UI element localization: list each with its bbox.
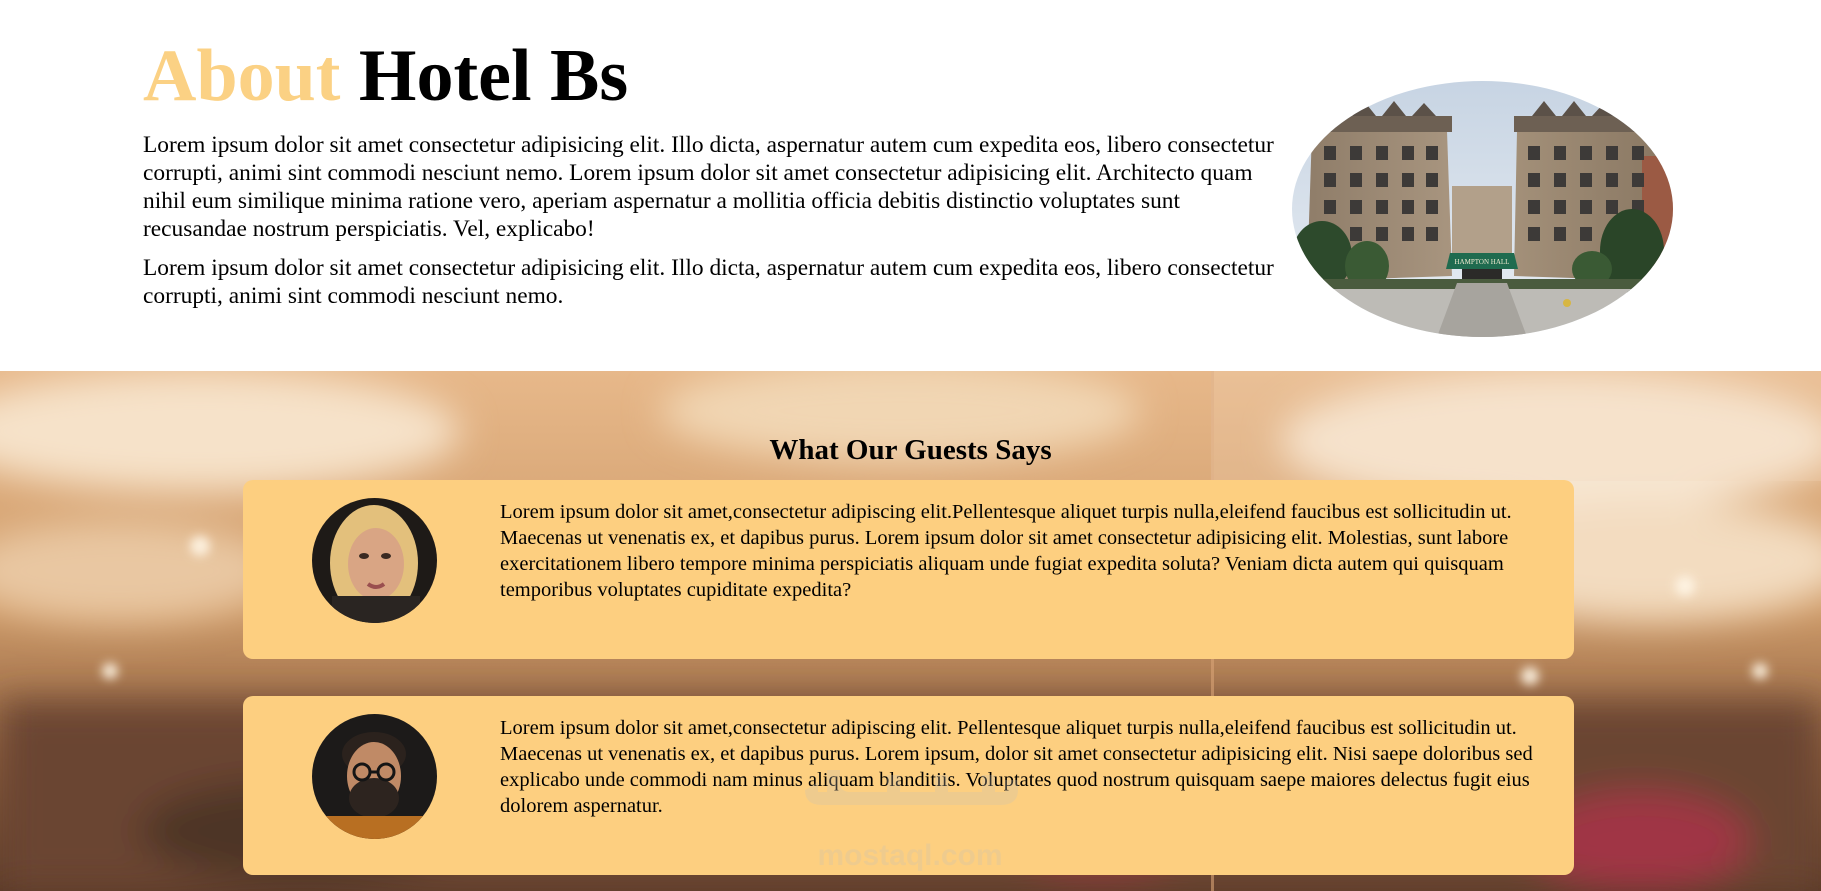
testimonial-text: Lorem ipsum dolor sit amet,consectetur adipiscing elit.Pellentesque aliquet turpis nulla,eleifend faucibus est sollicitudin ut. Maecenas ut venenatis ex, et dapibus purus. Lorem ipsum dolor sit amet consectetur adipisicing elit. Molestias, sunt labore exercitationem libero tempore minima perspiciatis aliquam unde fugiat expedita soluta? Veniam dicta autem qui quisquam temporibus voluptates cupiditate expedita? [500, 501, 1512, 601]
about-title-rest: Hotel Bs [358, 35, 629, 117]
watermark-text: mostaql.com [817, 839, 1003, 872]
testimonial-text: Lorem ipsum dolor sit amet,consectetur adipiscing elit. Pellentesque aliquet turpis nulla,eleifend faucibus est sollicitudin ut. Maecenas ut venenatis ex, et dapibus purus. Lorem ipsum, dolor sit amet consectetur adipisicing elit. Nisi saepe doloribus sed explicabo unde commodi nam minus aliquam blanditiis. Voluptates quod nostrum quisquam saepe maiores delectus fugit eius dolorem aspernatur. [500, 717, 1533, 817]
hotel-sign-text: HAMPTON HALL [1454, 258, 1510, 266]
testimonials-title: What Our Guests Says [769, 434, 1052, 466]
testimonial-card [243, 480, 1574, 659]
about-text [143, 131, 1283, 321]
about-title [143, 30, 628, 122]
testimonials-section [0, 371, 1821, 891]
guest-avatar [312, 714, 437, 839]
testimonial-card [243, 696, 1574, 875]
about-section [0, 0, 1821, 371]
guest-avatar [312, 498, 437, 623]
hotel-photo [1292, 81, 1673, 337]
about-title-accent: About [143, 35, 341, 117]
about-paragraph-2: Lorem ipsum dolor sit amet consectetur adipisicing elit. Illo dicta, aspernatur autem cum expedita eos, libero consectetur corrupti, animi sint commodi nesciunt nemo. [143, 255, 1274, 309]
about-paragraph-1: Lorem ipsum dolor sit amet consectetur adipisicing elit. Illo dicta, aspernatur autem cum expedita eos, libero consectetur corrupti, animi sint commodi nesciunt nemo. Lorem ipsum dolor sit amet consectetur adipisicing elit. Architecto quam nihil eum similique minima ratione vero, aperiam aspernatur a mollitia officia debitis distinctio voluptates sunt recusandae nostrum perspiciatis. Vel, explicabo! [143, 132, 1274, 242]
